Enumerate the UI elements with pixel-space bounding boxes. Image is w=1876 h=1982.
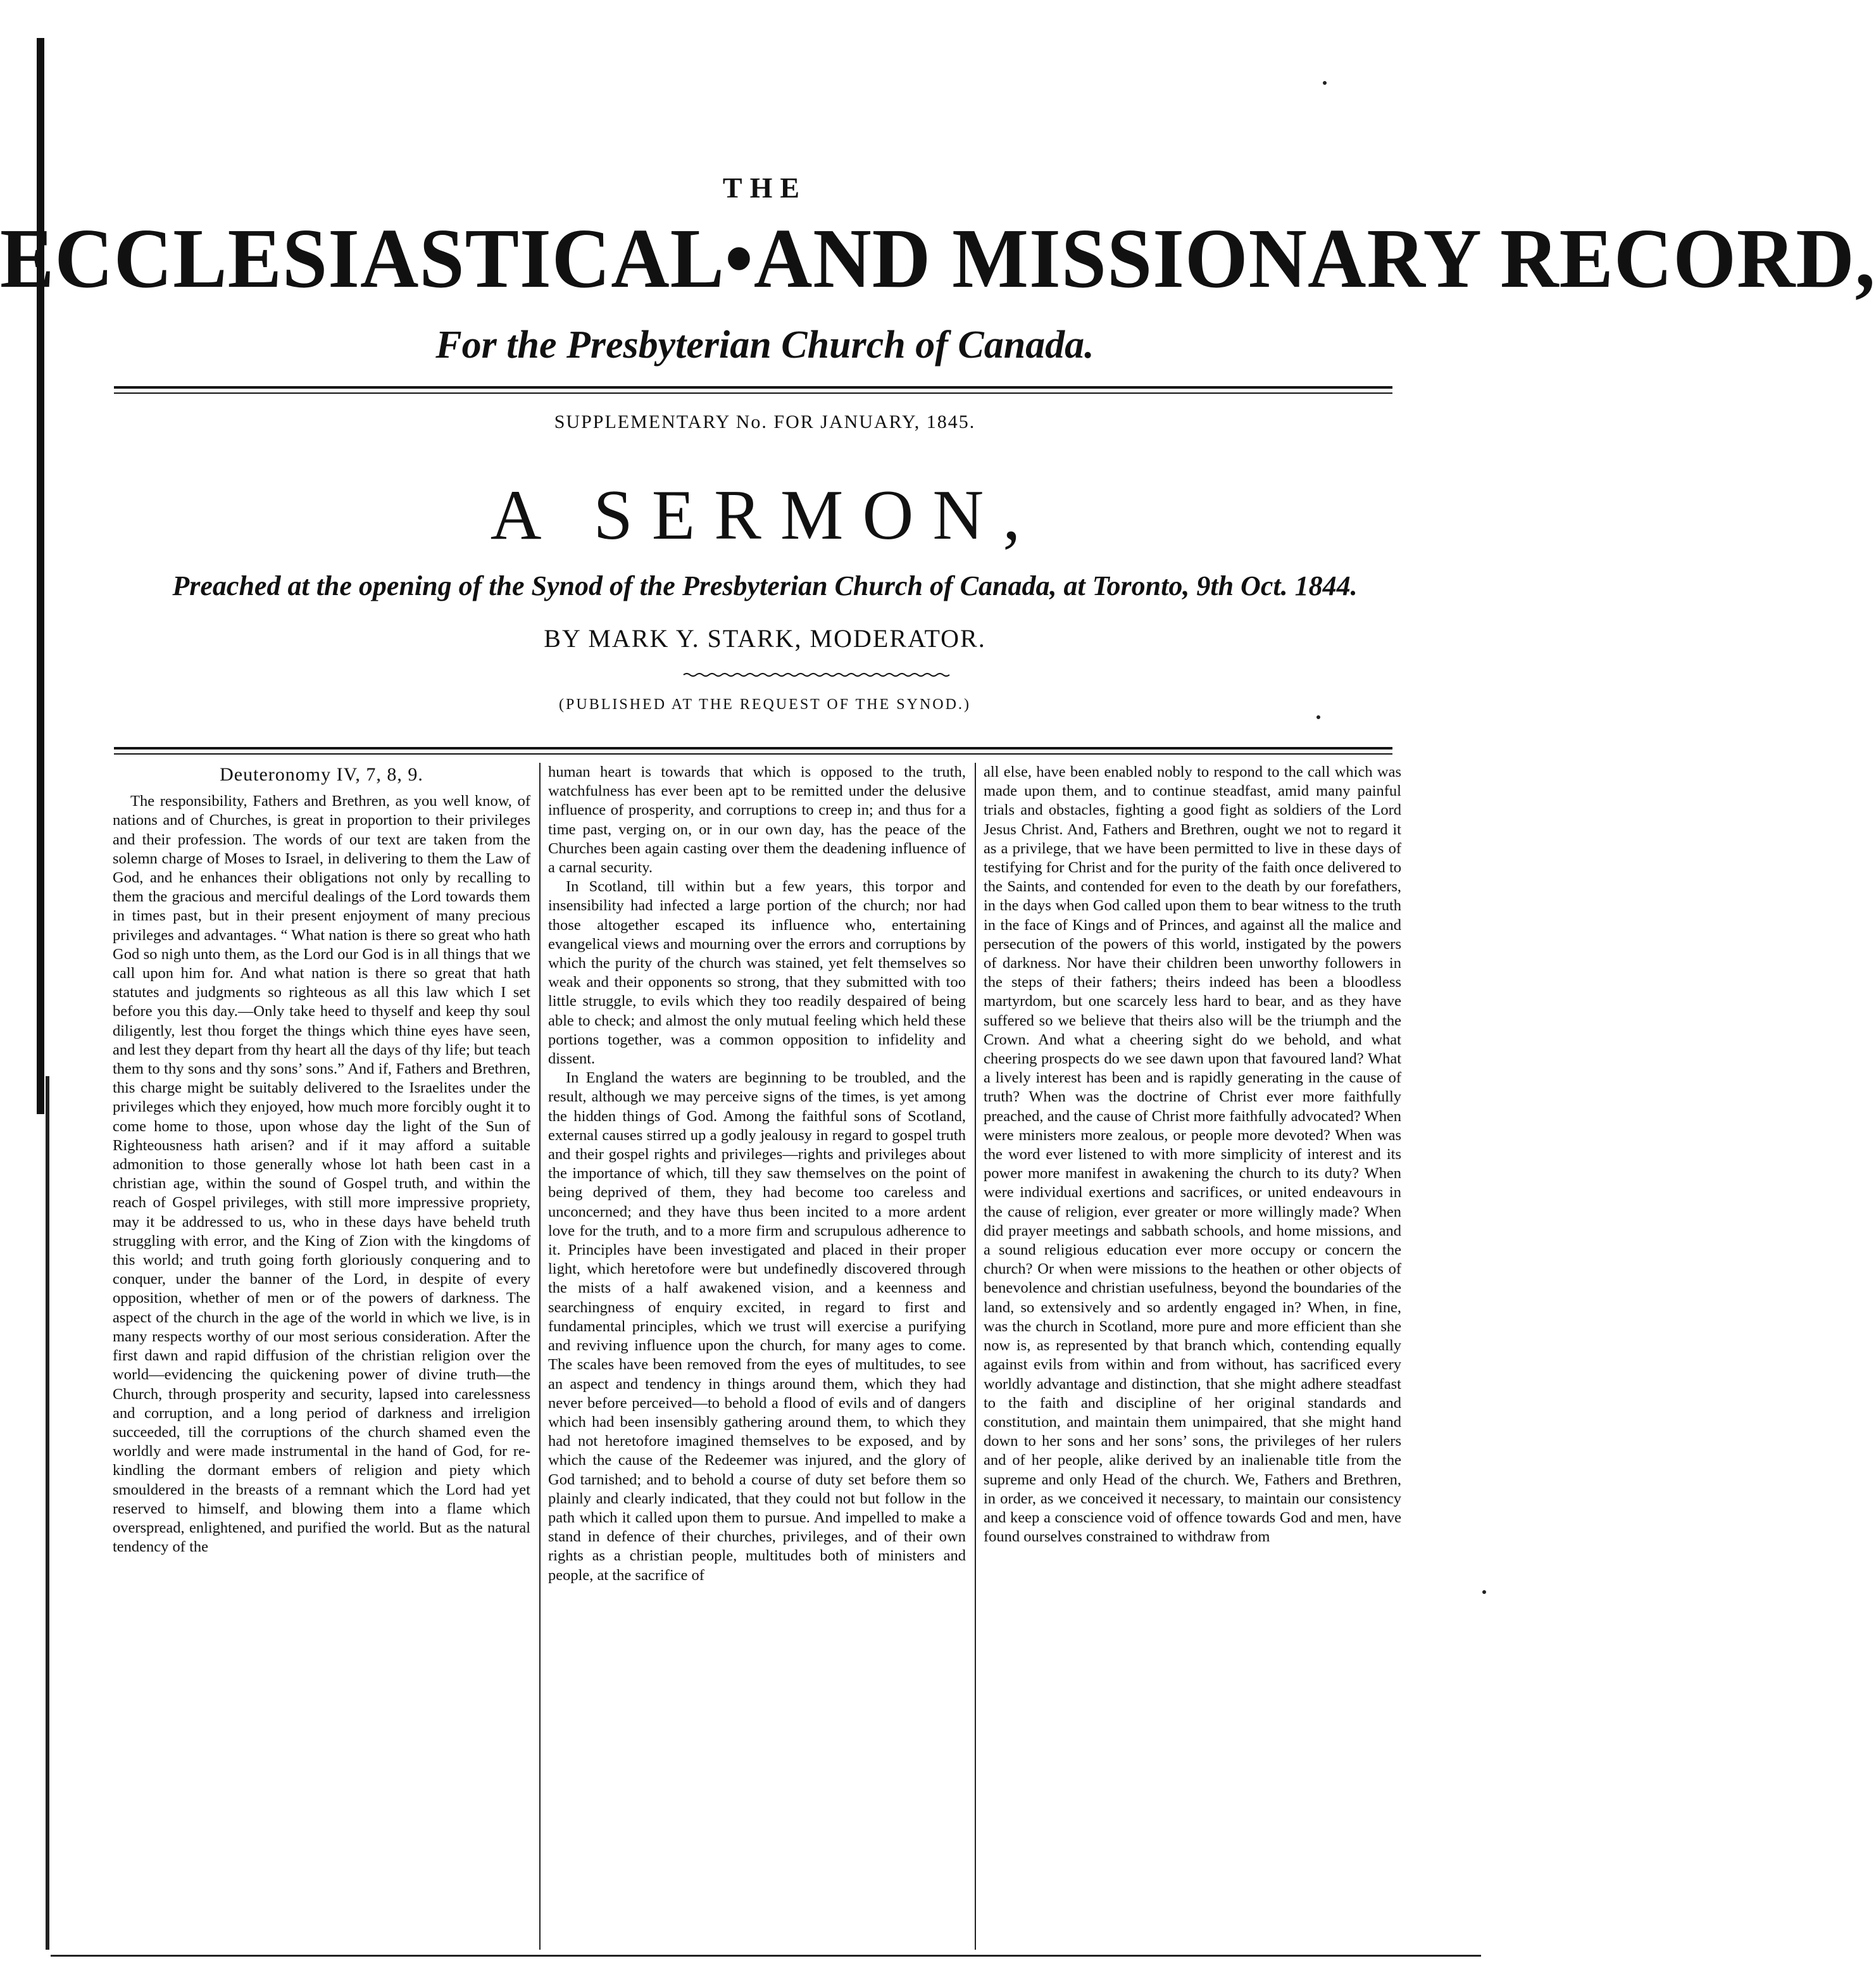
column-2-paragraph: In England the waters are beginning to be troubled, and the result, although we may perceive signs of the times, is yet among the hidden things of God. Among the faithful sons of Scotland, external causes stirred up a godly jealousy in regard to gospel truth and their gospel rights and privileges—rights and privileges about the importance of which, till they saw themselves on the point of being deprived of them, they had become too careless and unconcerned; and they have thus been incited to a more ardent love for the truth, and to a more firm and scrupulous adherence to it. Principles have been investigated and placed in their proper light, which heretofore were but undefinedly discovered through the mists of a half awakened vision, and a keenness and searchingness of enquiry excited, in regard to first and fundamental principles, which we trust will exercise a purifying and reviving influence upon the church, for many ages to come. The scales have been removed from the eyes of multitudes, to see an aspect and tendency in things around them, which they had never before perceived—to behold a flood of evils and of dangers which had been insensibly gathering around them, to which they had not heretofore imagined themselves to be exposed, and by which the cause of the Redeemer was injured, and the glory of God tarnished; and to behold a course of duty set before them so plainly and clearly indicated, that they could not but follow in the path which it called upon them to pursue. And impelled to make a stand in defence of their churches, privileges, and of their own rights as a christian people, multitudes both of ministers and people, at the sacrifice of — [548, 1069, 966, 1584]
publication-note: (PUBLISHED AT THE REQUEST OF THE SYNOD.) — [559, 696, 971, 713]
wavy-divider — [684, 672, 949, 677]
masthead — [0, 171, 1876, 368]
column-1 — [113, 763, 530, 1950]
sermon-heading: A SERMON, — [490, 476, 1040, 555]
sermon-byline: BY MARK Y. STARK, MODERATOR. — [544, 624, 986, 653]
sermon-occasion: Preached at the opening of the Synod of the Presbyterian Church of Canada, at Toronto, 9th Oct. 1844. — [172, 570, 1358, 601]
column-1-paragraph: The responsibility, Fathers and Brethren, as you well know, of nations and of Churches, is great in proportion to their privileges and their profession. The words of our text are taken from the solemn charge of Moses to Israel, in delivering to them the Law of God, and he enhances their obligations not only by recalling to them the gracious and merciful dealings of the Lord towards them in times past, but in their present enjoyment of many precious privileges and advantages. “ What nation is there so great who hath God so nigh unto them, as the Lord our God is in all things that we call upon him for. And what nation is there so great that hath statutes and judgments so righteous as all this law which I set before you this day.—Only take heed to thyself and keep thy soul diligently, lest thou forget the things which thine eyes have seen, and lest they depart from thy heart all the days of thy life; but teach them to thy sons and thy sons’ sons.” And if, Fathers and Brethren, this charge might be suitably delivered to the Israelites under the privileges which they enjoyed, how much more forcibly ought it to come home to those, upon whose day the light of the Sun of Righteousness hath arisen? and if it may afford a suitable admonition to those generally whose lot hath been cast in a christian age, within the sound of Gospel truth, and within the reach of Gospel privileges, with still more impressive propriety, may it be addressed to us, who in these days have beheld truth struggling with error, and the King of Zion with the kingdoms of this world; and truth going forth gloriously conquering and to conquer, under the banner of the Lord, in despite of every opposition, whether of men or of the powers of darkness. The aspect of the church in the age of the world in which we live, is in many respects worthy of our most serious consideration. After the first dawn and rapid diffusion of the christian religion over the world—evidencing the quickening power of divine truth—the Church, through prosperity and security, lapsed into carelessness and corruption, and a long period of darkness and irreligion succeeded, till the corruptions of the church shamed even the worldly and were made instrumental in the hand of God, for re-kindling the dormant embers of religion and piety which smouldered in the breasts of a remnant which the Lord had yet reserved to himself, and blowing them into a flame which overspread, enlightened, and purified the world. But as the natural tendency of the — [113, 793, 530, 1556]
article-columns — [113, 763, 1404, 1953]
column-2-paragraph: human heart is towards that which is opposed to the truth, watchfulness has ever been apt to be remitted under the delusive influence of prosperity, and corruptions to creep in; and thus for a time past, verging on, or in our own day, has the peace of the Churches been again casting over them the deadening influence of a carnal security. — [548, 763, 966, 877]
speck — [1316, 715, 1320, 719]
scripture-reference: Deuteronomy IV, 7, 8, 9. — [220, 764, 423, 785]
binding-edge-lower — [46, 1076, 49, 1950]
column-divider — [539, 763, 541, 1950]
column-divider — [975, 763, 976, 1950]
issue-line: SUPPLEMENTARY No. FOR JANUARY, 1845. — [554, 411, 976, 432]
column-3 — [984, 763, 1401, 1950]
speck — [1323, 81, 1327, 85]
page-bottom-edge — [51, 1955, 1481, 1957]
masthead-the: THE — [722, 172, 808, 204]
column-2 — [548, 763, 966, 1950]
column-3-paragraph: all else, have been enabled nobly to respond to the call which was made upon them, and to continue steadfast, amid many painful trials and obstacles, fighting a good fight as soldiers of the Lord Jesus Christ. And, Fathers and Brethren, ought we not to regard it as a privilege, that we have been permitted to live in these days of testifying for Christ and for the purity of the faith once delivered to the Saints, and contended for even to the death by our forefathers, in the days when God called upon them to bear witness to the truth in the face of Kings and of Princes, and against all the malice and persecution of the powers of this world, instigated by the powers of darkness. Nor have their children been unworthy followers in the steps of their fathers; theirs indeed has been a bloodless martyrdom, but one scarcely less hard to bear, and as they have suffered so we believe that theirs also will be the triumph and the Crown. And what a cheering sight do we behold, and what cheering prospects do we see dawn upon that favoured land? What a lively interest has been and is rapidly generating in the cause of truth? When was the doctrine of Christ ever more faithfully preached, and the cause of Christ more faithfully advocated? When were ministers more zealous, or people more devoted? When was the word ever listened to with more simplicity of interest and its power more manifest in awakening the church to its duty? When were individual exertions and sacrifices, or united endeavours in the cause of religion, ever greater or more willingly made? When did prayer meetings and sabbath schools, and home missions, and a sound religious education ever more occupy or concern the church? Or when were missions to the heathen or other objects of benevolence and christian usefulness, beyond the boundaries of the land, so extensively and so ardently engaged in? When, in fine, was the church in Scotland, more pure and more efficient than she now is, as represented by that branch which, contending equally against evils from within and from without, has sacrificed every worldly advantage and distinction, that she might adhere steadfast to the faith and discipline of her original standards and constitution, and maintain them unimpaired, that she might hand down to her sons and her sons’ sons, the privileges of her rulers and of her people, alike derived by an inalienable title from the supreme and only Head of the church. We, Fathers and Brethren, in order, as we conceived it necessary, to maintain our consistency and keep a conscience void of offence towards God and men, have found ourselves constrained to withdraw from — [984, 763, 1401, 1546]
publication-title: ECCLESIASTICAL•AND MISSIONARY RECORD, — [0, 211, 1876, 306]
publication-subtitle: For the Presbyterian Church of Canada. — [435, 323, 1094, 367]
column-2-paragraph: In Scotland, till within but a few years, this torpor and insensibility had infected a large portion of the church; nor had those altogether escaped its influence who, entertaining evangelical views and mourning over the errors and corruptions by which the purity of the church was stained, yet felt themselves so weak and their opponents so strong, that they submitted with too little struggle, to evils which they too readily despaired of being able to check; and almost the only mutual feeling which held these portions together, was a common opposition to infidelity and dissent. — [548, 878, 966, 1068]
columns-top-rule — [114, 747, 1392, 750]
masthead-rule — [114, 386, 1392, 389]
speck — [1482, 1590, 1486, 1594]
